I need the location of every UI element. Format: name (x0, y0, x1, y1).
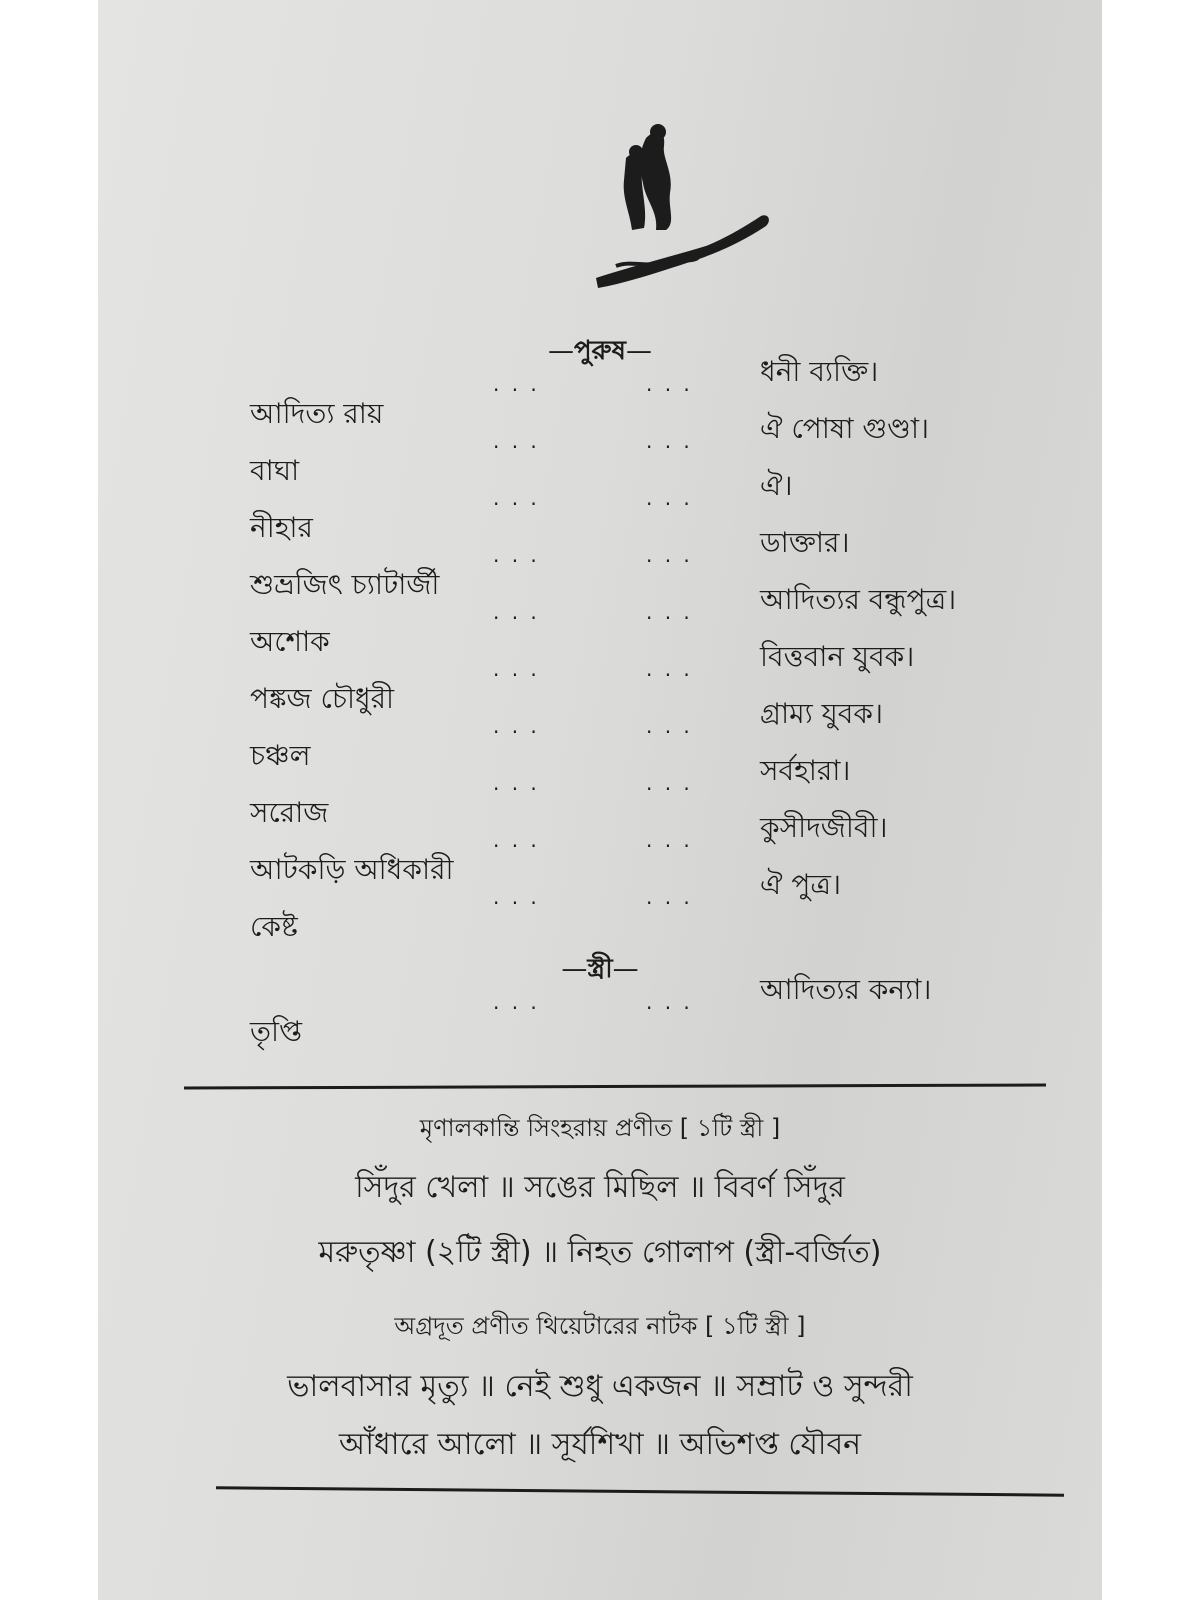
character-name: তৃপ্তি (250, 1015, 303, 1048)
book-page (98, 0, 1102, 1600)
leader-dots: · · · (646, 834, 693, 858)
leader-dots: · · · (493, 549, 540, 573)
character-name: বাঘা (250, 454, 300, 487)
leader-dots: · · · (646, 492, 693, 516)
character-name: শুভ্রজিৎ চ্যাটার্জী (250, 568, 440, 601)
character-role: বিত্তবান যুবক। (760, 640, 915, 673)
leader-dots: · · · (646, 549, 693, 573)
leader-dots: · · · (646, 996, 693, 1020)
character-name: চঞ্চল (250, 739, 311, 772)
divider-rule (184, 1083, 1046, 1089)
leader-dots: · · · (493, 777, 540, 801)
leader-dots: · · · (646, 435, 693, 459)
leader-dots: · · · (646, 663, 693, 687)
female-heading: —স্ত্রী— (561, 954, 639, 984)
leader-dots: · · · (646, 606, 693, 630)
male-heading-text: পুরুষ (574, 336, 626, 366)
character-name: সরোজ (250, 796, 329, 829)
dancing-figures-logo-icon (586, 118, 776, 303)
bottom-rule (216, 1486, 1064, 1496)
leader-dots: · · · (493, 720, 540, 744)
character-name: নীহার (250, 511, 313, 544)
character-name: কেষ্ট (250, 910, 298, 943)
character-role: ধনী ব্যক্তি। (760, 355, 879, 388)
ad2-line2: আঁধারে আলো ॥ সূর্যশিখা ॥ অভিশপ্ত যৌবন (338, 1427, 862, 1462)
character-role: ঐ। (760, 469, 793, 502)
cast-row (98, 355, 1102, 432)
leader-dots: · · · (646, 777, 693, 801)
character-name: আদিত্য রায় (250, 397, 384, 430)
leader-dots: · · · (646, 891, 693, 915)
character-role: সর্বহারা। (760, 754, 851, 787)
female-heading-text: স্ত্রী (587, 954, 613, 984)
ad1-line1: সিঁদুর খেলা ॥ সঙের মিছিল ॥ বিবর্ণ সিঁদুর (355, 1170, 845, 1205)
leader-dots: · · · (493, 606, 540, 630)
ad2-line1: ভালবাসার মৃত্যু ॥ নেই শুধু একজন ॥ সম্রাট ও সুন্দরী (287, 1369, 913, 1404)
male-heading: —পুরুষ— (548, 336, 652, 366)
leader-dots: · · · (493, 663, 540, 687)
leader-dots: · · · (493, 891, 540, 915)
leader-dots: · · · (493, 378, 540, 402)
character-role: আদিত্যর কন্যা। (760, 973, 932, 1006)
cast-row (98, 973, 1102, 1050)
leader-dots: · · · (493, 492, 540, 516)
character-name: অশোক (250, 625, 330, 658)
leader-dots: · · · (493, 435, 540, 459)
character-name: পঙ্কজ চৌধুরী (250, 682, 395, 715)
leader-dots: · · · (646, 378, 693, 402)
leader-dots: · · · (493, 996, 540, 1020)
character-role: গ্রাম্য যুবক। (760, 697, 883, 730)
character-role: ঐ পোষা গুণ্ডা। (760, 412, 930, 445)
leader-dots: · · · (493, 834, 540, 858)
leader-dots: · · · (646, 720, 693, 744)
ad2-heading: অগ্রদূত প্রণীত থিয়েটারের নাটক [ ১টি স্ত্রী ] (394, 1312, 806, 1340)
character-role: কুসীদজীবী। (760, 811, 888, 844)
character-role: ডাক্তার। (760, 526, 850, 559)
character-role: আদিত্যর বন্ধুপুত্র। (760, 583, 957, 616)
character-name: আটকড়ি অধিকারী (250, 853, 454, 886)
ad1-heading: মৃণালকান্তি সিংহরায় প্রণীত [ ১টি স্ত্রী ] (419, 1114, 781, 1142)
character-role: ঐ পুত্র। (760, 868, 841, 901)
ad1-line2: মরুতৃষ্ণা (২টি স্ত্রী) ॥ নিহত গোলাপ (স্ত্রী-বর্জিত) (318, 1235, 882, 1270)
